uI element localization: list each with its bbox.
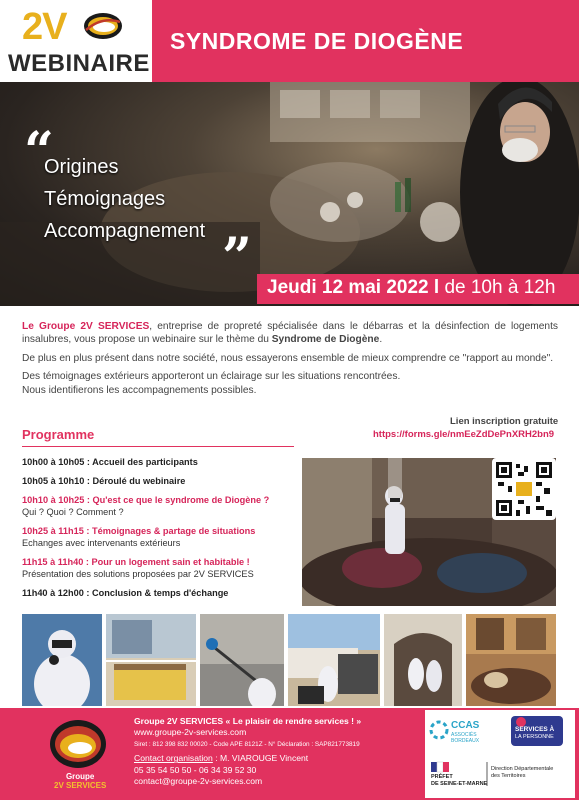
footer-legal: Siret : 812 398 832 00020 - Code APE 8121Z - N° Déclaration : SAP821773819 <box>134 740 360 748</box>
partner-sap-1: SERVICES À <box>515 726 555 733</box>
qr-code[interactable] <box>492 458 556 520</box>
hero-line-accompagnement: Accompagnement <box>44 220 206 242</box>
programme-title: Programme <box>22 427 95 442</box>
programme-item-title: 10h05 à 10h10 : Déroulé du webinaire <box>22 476 186 486</box>
programme-item-subtitle: Qui ? Quoi ? Comment ? <box>22 507 124 517</box>
intro-paragraph-2: De plus en plus présent dans notre société, nous essayerons ensemble de mieux comprendre ce "rapport au monde". <box>22 352 554 364</box>
strip-photo-5 <box>384 614 462 706</box>
partner-logos <box>425 710 575 798</box>
partner-ccas-sub: ASSOCIÉS BORDEAUX <box>451 732 480 744</box>
title-bar <box>152 0 579 82</box>
partner-ccas: CCAS <box>451 720 480 731</box>
strip-photo-1 <box>22 614 102 706</box>
programme-item-subtitle: Présentation des solutions proposées par 2V SERVICES <box>22 569 254 579</box>
quote-open-icon: “ <box>24 121 54 182</box>
intro-p1-topic: Syndrome de Diogène <box>271 334 380 346</box>
event-time: de 10h à 12h <box>444 277 556 298</box>
intro-paragraph-3b: Nous identifierons les accompagnements possibles. <box>22 384 257 396</box>
hero-line-origines: Origines <box>44 156 119 178</box>
partner-prefet-1: PRÉFET <box>431 774 453 780</box>
footer-email[interactable]: contact@groupe-2v-services.com <box>134 776 263 787</box>
programme-item <box>22 494 302 518</box>
strip-photo-3 <box>200 614 284 706</box>
strip-photo-4 <box>288 614 380 706</box>
footer-logo-name <box>54 772 106 790</box>
partner-ddt-1: Direction Départementale <box>491 766 554 772</box>
event-date: Jeudi 12 mai 2022 <box>267 277 429 298</box>
footer-logo-groupe: Groupe <box>65 772 95 781</box>
inscription-link[interactable]: https://forms.gle/nmEeZdDePnXRH2bn9 <box>373 429 555 440</box>
logo-webinaire-text: WEBINAIRE <box>8 50 150 77</box>
intro-p1-end: . <box>379 334 383 346</box>
footer-company: Groupe 2V SERVICES « Le plaisir de rendre services ! » <box>134 716 362 726</box>
strip-photo-6 <box>466 614 556 706</box>
programme-item-title: 10h00 à 10h05 : Accueil des participants <box>22 457 198 467</box>
page-title: SYNDROME DE DIOGÈNE <box>170 28 464 54</box>
footer-contact-line <box>134 753 424 764</box>
hero-banner <box>0 82 579 306</box>
intro-paragraph-3a: Des témoignages extérieurs apporteront un éclairage sur les situations rencontrées. <box>22 371 401 383</box>
programme-divider <box>22 446 294 447</box>
intro-text <box>22 320 558 402</box>
programme-item-title: 10h10 à 10h25 : Qu'est ce que le syndrome de Diogène ? <box>22 495 270 505</box>
programme-item <box>22 587 302 599</box>
footer-contact-label: Contact organisation <box>134 753 213 764</box>
intro-p1-text: , entreprise de propreté spécialisée dans le débarras et la désinfection de logements insalubres, vous propose un webinaire sur le thème du <box>22 321 558 346</box>
footer-contact <box>134 716 424 787</box>
header <box>0 0 579 82</box>
logo-swirl-icon <box>82 10 124 42</box>
programme-item-title: 10h25 à 11h15 : Témoignages & partage de situations <box>22 526 256 536</box>
company-name: Le Groupe 2V SERVICES <box>22 321 150 332</box>
date-bar <box>257 274 579 304</box>
date-separator: l <box>428 277 445 298</box>
programme-list <box>22 456 302 606</box>
intro-paragraph-1 <box>22 320 558 347</box>
logo-2v-text: 2V <box>22 6 67 48</box>
qr-code-icon <box>496 462 552 516</box>
footer-phones: 05 35 54 50 50 - 06 34 39 52 30 <box>134 764 257 775</box>
programme-item-title: 11h40 à 12h00 : Conclusion & temps d'échange <box>22 588 229 598</box>
programme-item <box>22 456 302 468</box>
programme-item <box>22 475 302 487</box>
footer-website[interactable]: www.groupe-2v-services.com <box>134 727 247 738</box>
programme-item <box>22 556 302 580</box>
quote-close-icon: ” <box>222 227 252 288</box>
partner-prefet-2: DE SEINE-ET-MARNE <box>431 781 488 787</box>
partner-sap-2: LA PERSONNE <box>515 734 554 740</box>
programme-item-title: 11h15 à 11h40 : Pour un logement sain et habitable ! <box>22 557 250 567</box>
programme-item-subtitle: Echanges avec intervenants extérieurs <box>22 538 181 548</box>
footer-contact-name: : M. VIAROUGE Vincent <box>212 753 309 764</box>
partner-ddt-2: des Territoires <box>491 773 526 779</box>
hero-line-temoignages: Témoignages <box>44 188 166 210</box>
strip-photo-2 <box>106 614 196 706</box>
footer-logo-2v: 2V SERVICES <box>54 781 107 790</box>
webinaire-logo <box>0 0 152 82</box>
inscription-label: Lien inscription gratuite <box>450 416 559 427</box>
programme-item <box>22 525 302 549</box>
